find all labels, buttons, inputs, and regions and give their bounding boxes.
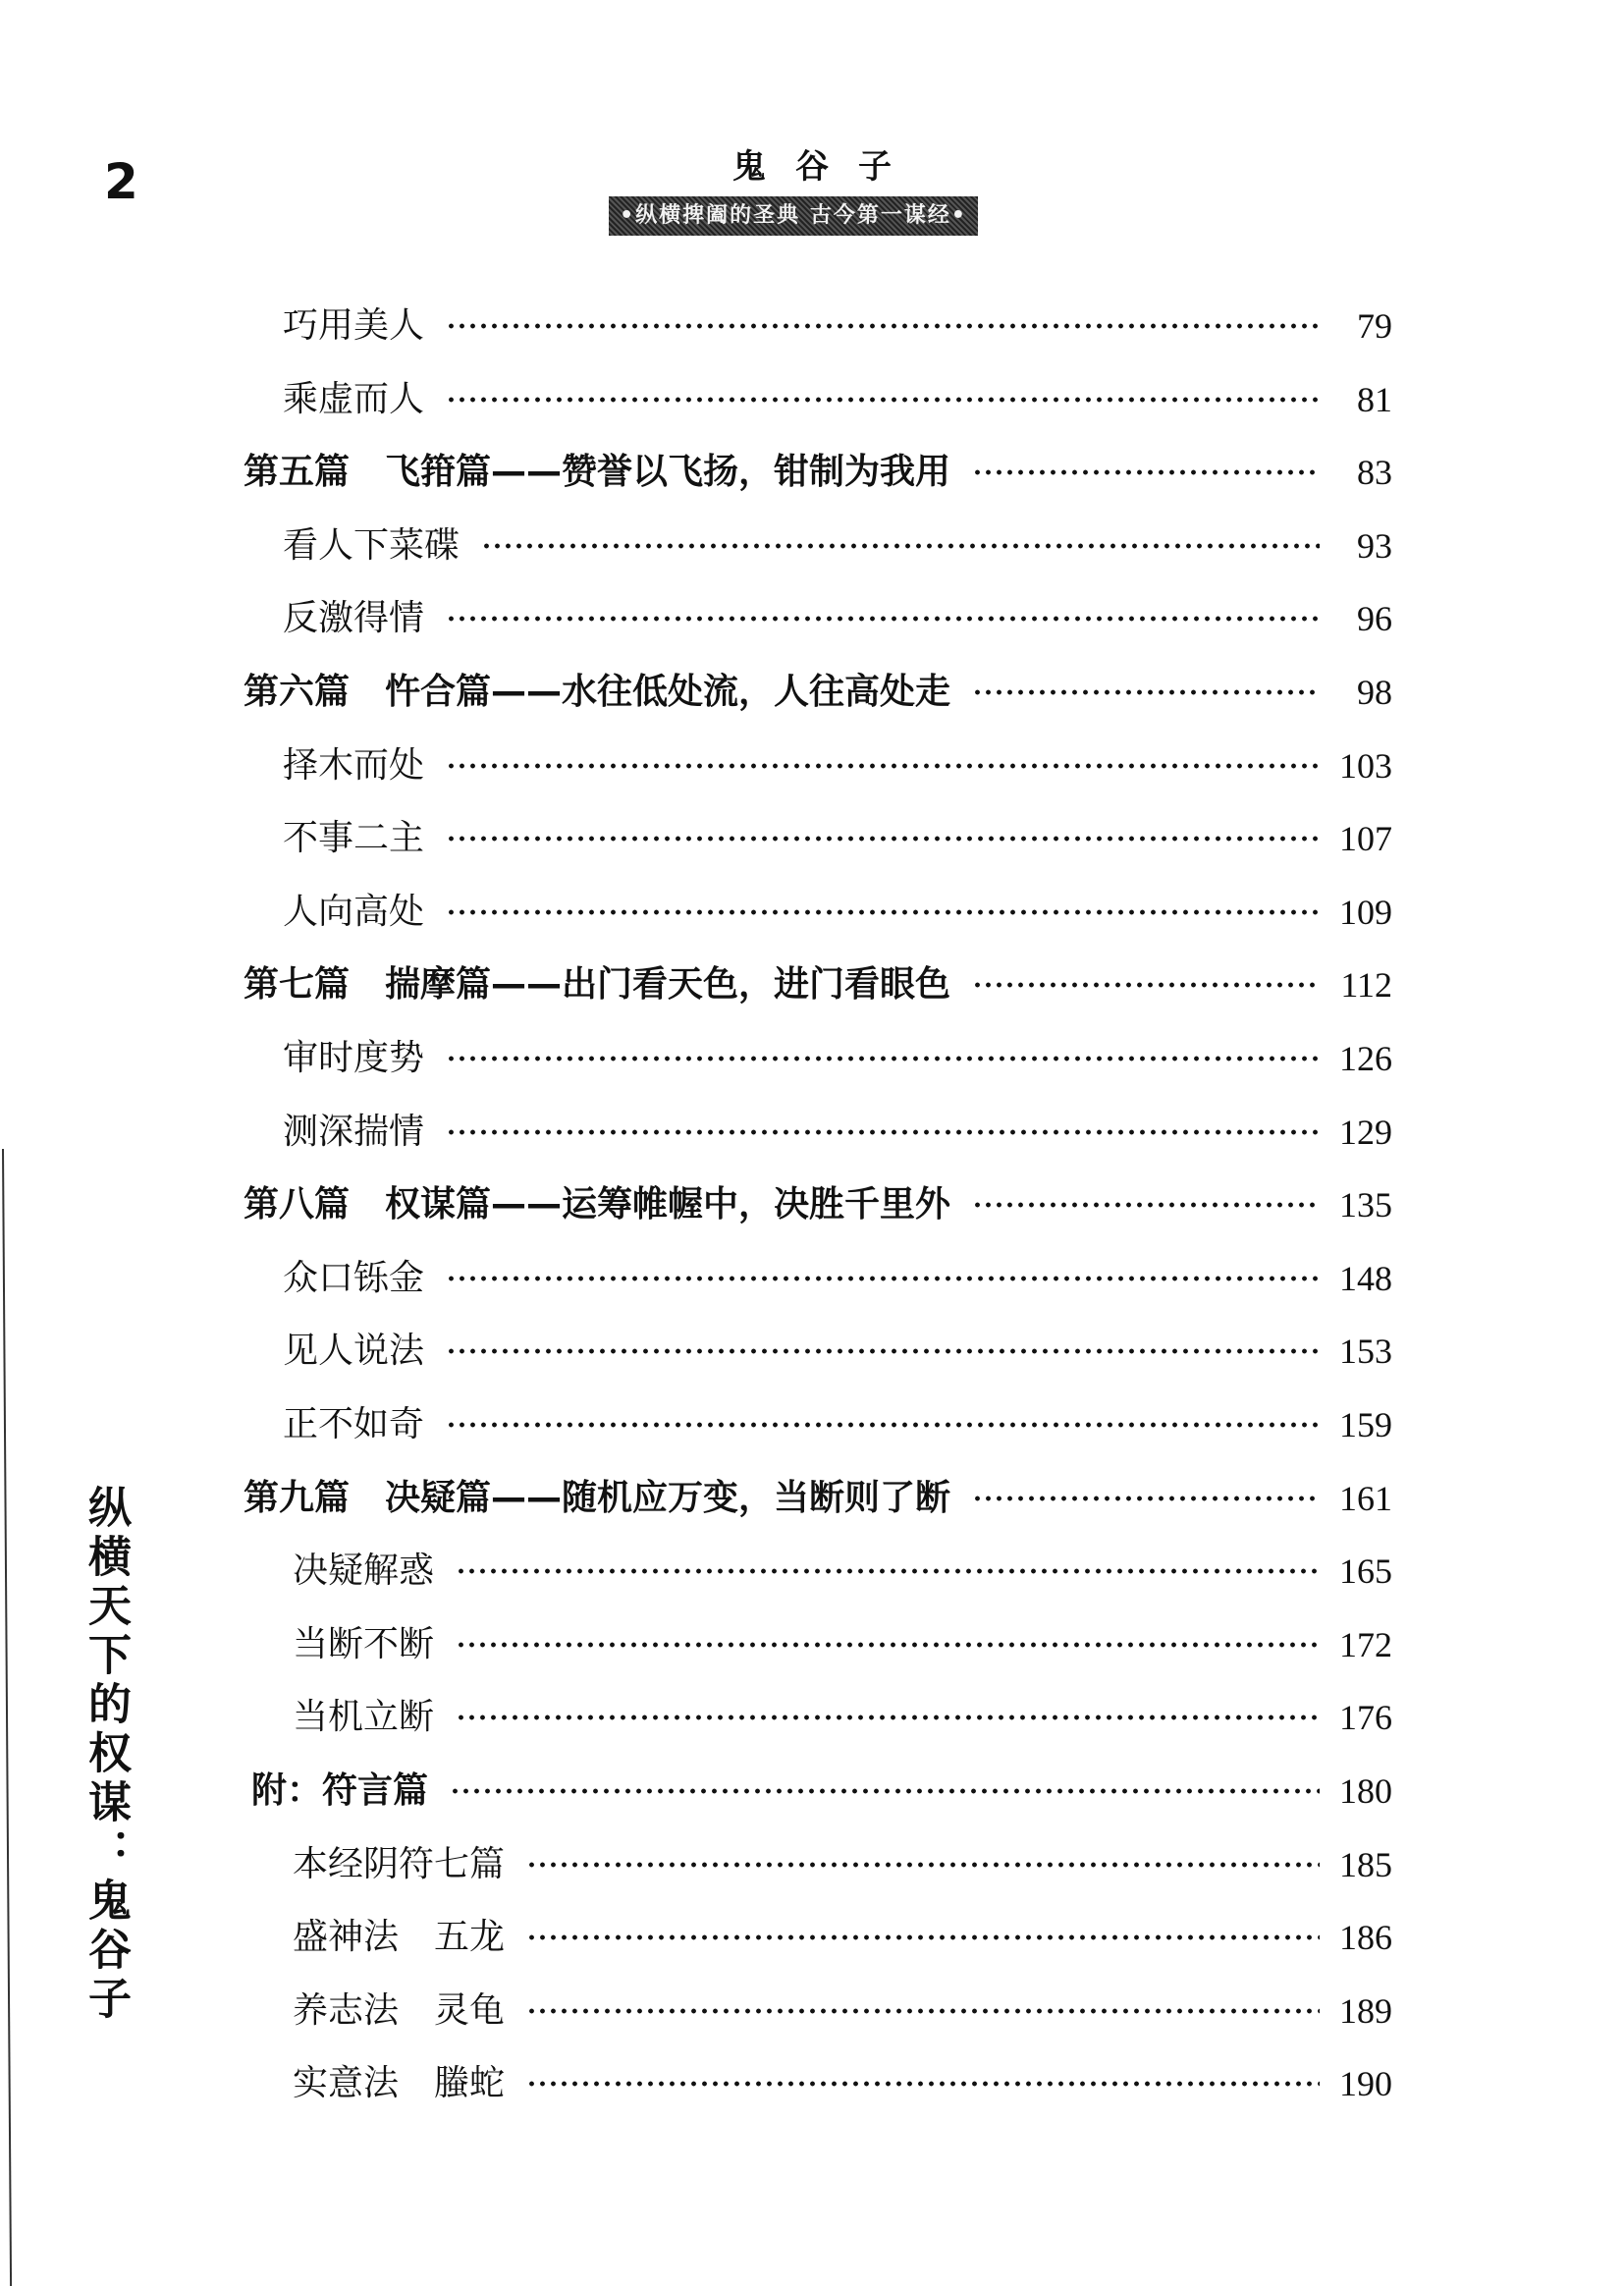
dot-leader xyxy=(456,1642,1320,1648)
toc-chapter-entry[interactable] xyxy=(244,961,1392,1008)
toc-page-number: 129 xyxy=(1339,1113,1392,1152)
dot-leader xyxy=(972,469,1320,475)
toc-chapter-entry[interactable] xyxy=(251,1768,1392,1815)
dot-leader xyxy=(456,1714,1320,1720)
toc-entry-title: 择木而处 xyxy=(283,745,425,786)
dot-leader xyxy=(446,1276,1320,1281)
toc-entry-title: 决疑解惑 xyxy=(293,1551,435,1591)
dot-leader xyxy=(972,1202,1320,1208)
toc-section-entry[interactable] xyxy=(283,522,1392,570)
dot-leader xyxy=(526,1934,1320,1940)
toc-chapter-entry[interactable] xyxy=(244,669,1392,716)
running-title: 鬼谷子 xyxy=(732,147,921,187)
toc-page-number: 83 xyxy=(1357,453,1392,492)
toc-page-number: 93 xyxy=(1357,526,1392,566)
toc-section-entry[interactable] xyxy=(283,1328,1392,1375)
toc-section-entry[interactable] xyxy=(293,1548,1392,1595)
toc-page-number: 96 xyxy=(1357,599,1392,638)
toc-entry-title: 养志法 灵龟 xyxy=(293,1990,506,2031)
toc-section-entry[interactable] xyxy=(283,595,1392,642)
toc-section-entry[interactable] xyxy=(283,742,1392,789)
dot-leader xyxy=(450,1788,1320,1794)
toc-entry-title: 人向高处 xyxy=(283,892,425,932)
toc-page-number: 186 xyxy=(1339,1918,1392,1957)
toc-entry-title: 见人说法 xyxy=(283,1331,425,1371)
dot-leader xyxy=(446,1348,1320,1354)
toc-section-entry[interactable] xyxy=(283,1255,1392,1302)
toc-entry-title: 众口铄金 xyxy=(283,1258,425,1298)
dot-leader xyxy=(446,616,1320,622)
dot-leader xyxy=(972,1496,1320,1501)
dot-leader xyxy=(446,909,1320,915)
toc-section-entry[interactable] xyxy=(283,889,1392,936)
side-book-title: 纵横天下的权谋：鬼谷子 xyxy=(81,1485,131,2025)
toc-entry-title: 第七篇 揣摩篇——出门看天色，进门看眼色 xyxy=(244,964,951,1005)
toc-entry-title: 本经阴符七篇 xyxy=(293,1844,506,1884)
toc-page-number: 176 xyxy=(1339,1698,1392,1737)
dot-leader xyxy=(446,836,1320,842)
toc-section-entry[interactable] xyxy=(283,1035,1392,1082)
dot-leader xyxy=(972,689,1320,695)
toc-entry-title: 审时度势 xyxy=(283,1038,425,1078)
toc-entry-title: 第五篇 飞箝篇——赞誉以飞扬，钳制为我用 xyxy=(244,452,951,492)
toc-entry-title: 第八篇 权谋篇——运筹帷幄中，决胜千里外 xyxy=(244,1184,951,1225)
toc-section-entry[interactable] xyxy=(283,815,1392,862)
toc-page-number: 165 xyxy=(1339,1551,1392,1591)
header-banner: •纵横捭阖的圣典 古今第一谋经• xyxy=(609,196,978,236)
toc-page-number: 159 xyxy=(1339,1405,1392,1444)
toc-page-number: 81 xyxy=(1357,380,1392,419)
toc-page-number: 161 xyxy=(1339,1479,1392,1518)
toc-page-number: 109 xyxy=(1339,893,1392,932)
toc-entry-title: 不事二主 xyxy=(283,818,425,858)
toc-section-entry[interactable] xyxy=(293,2060,1392,2107)
toc-section-entry[interactable] xyxy=(283,302,1392,350)
dot-leader xyxy=(446,397,1320,403)
toc-page-number: 98 xyxy=(1357,673,1392,712)
toc-page-number: 185 xyxy=(1339,1845,1392,1884)
toc-page-number: 79 xyxy=(1357,306,1392,346)
toc-page-number: 172 xyxy=(1339,1625,1392,1664)
dot-leader xyxy=(446,1129,1320,1135)
toc-section-entry[interactable] xyxy=(293,1914,1392,1961)
dot-leader xyxy=(456,1568,1320,1574)
dot-leader xyxy=(446,763,1320,769)
page-number: 2 xyxy=(104,153,138,210)
dot-leader xyxy=(526,2081,1320,2087)
toc-chapter-entry[interactable] xyxy=(244,1181,1392,1228)
toc-entry-title: 盛神法 五龙 xyxy=(293,1917,506,1957)
toc-page-number: 189 xyxy=(1339,1991,1392,2031)
toc-page-number: 103 xyxy=(1339,746,1392,786)
dot-leader xyxy=(481,543,1320,549)
toc-entry-title: 当机立断 xyxy=(293,1697,435,1737)
toc-section-entry[interactable] xyxy=(293,1694,1392,1741)
dot-leader xyxy=(526,1862,1320,1868)
toc-page-number: 135 xyxy=(1339,1185,1392,1225)
dot-leader xyxy=(446,1056,1320,1061)
toc-chapter-entry[interactable] xyxy=(244,1475,1392,1522)
toc-page-number: 153 xyxy=(1339,1332,1392,1371)
toc-page-number: 126 xyxy=(1339,1039,1392,1078)
toc-chapter-entry[interactable] xyxy=(244,449,1392,496)
toc-section-entry[interactable] xyxy=(293,1987,1392,2035)
toc-page-number: 107 xyxy=(1339,819,1392,858)
toc-page-number: 148 xyxy=(1339,1259,1392,1298)
toc-page-number: 112 xyxy=(1340,965,1392,1005)
toc-entry-title: 测深揣情 xyxy=(283,1112,425,1152)
toc-entry-title: 第六篇 忤合篇——水往低处流，人往高处走 xyxy=(244,672,951,712)
toc-section-entry[interactable] xyxy=(293,1841,1392,1888)
dot-leader xyxy=(446,1422,1320,1428)
toc-page-number: 180 xyxy=(1339,1771,1392,1811)
toc-entry-title: 附：符言篇 xyxy=(251,1770,429,1811)
dot-leader xyxy=(446,323,1320,329)
toc-page-number: 190 xyxy=(1339,2064,1392,2103)
page-edge-line xyxy=(2,1149,12,2286)
toc-entry-title: 反激得情 xyxy=(283,598,425,638)
toc-entry-title: 第九篇 决疑篇——随机应万变，当断则了断 xyxy=(244,1478,951,1518)
toc-section-entry[interactable] xyxy=(283,1401,1392,1448)
toc-section-entry[interactable] xyxy=(293,1621,1392,1668)
toc-entry-title: 乘虚而人 xyxy=(283,379,425,419)
toc-section-entry[interactable] xyxy=(283,1109,1392,1156)
dot-leader xyxy=(526,2008,1320,2014)
toc-entry-title: 正不如奇 xyxy=(283,1404,425,1444)
toc-section-entry[interactable] xyxy=(283,376,1392,423)
dot-leader xyxy=(972,982,1320,988)
toc-entry-title: 实意法 螣蛇 xyxy=(293,2063,506,2103)
toc-entry-title: 看人下菜碟 xyxy=(283,525,460,566)
toc-entry-title: 巧用美人 xyxy=(283,305,425,346)
toc-entry-title: 当断不断 xyxy=(293,1624,435,1664)
